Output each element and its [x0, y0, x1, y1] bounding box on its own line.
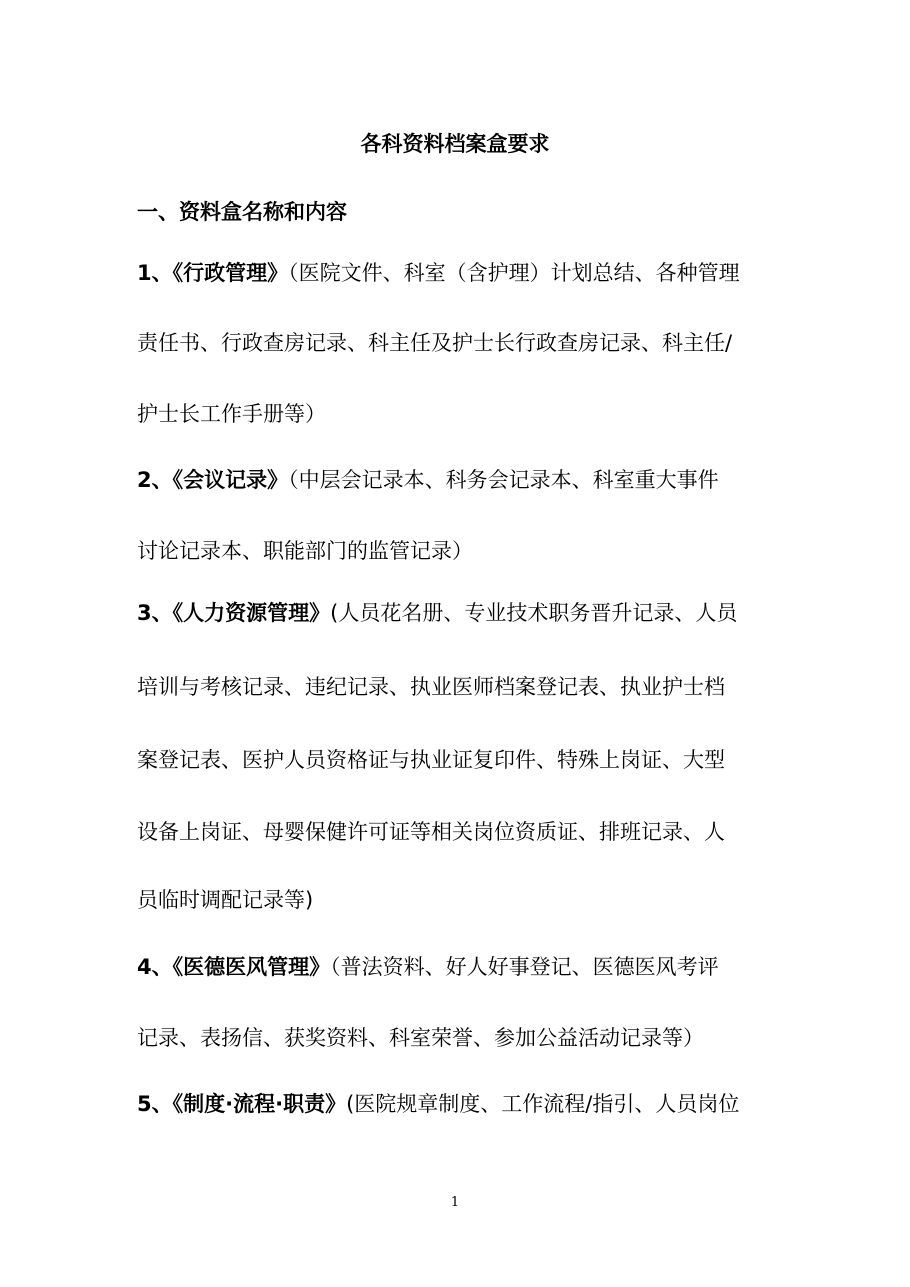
item-2-line-1	[137, 464, 719, 496]
item-1-line-3: 护士长工作手册等）	[137, 402, 326, 426]
item-3-line-3: 案登记表、医护人员资格证与执业证复印件、特殊上岗证、大型	[137, 748, 725, 772]
item-3-label: 3、《人力资源管理》	[137, 601, 331, 625]
item-1-line-1	[137, 257, 740, 289]
item-3-text-1: (人员花名册、专业技术职务晋升记录、人员	[330, 601, 738, 625]
item-5-label: 5、《制度·流程·职责》	[137, 1092, 347, 1116]
section-heading	[137, 196, 347, 228]
section-heading-text: 一、资料盒名称和内容	[137, 200, 347, 224]
item-2-text-1: （中层会记录本、科务会记录本、科室重大事件	[288, 468, 719, 492]
item-1-label: 1、《行政管理》	[137, 261, 289, 285]
item-5-line-1	[137, 1088, 739, 1120]
item-5-text-1: (医院规章制度、工作流程/指引、人员岗位	[346, 1092, 740, 1116]
item-3-line-1	[137, 597, 737, 629]
item-2-line-2: 讨论记录本、职能部门的监管记录）	[137, 539, 473, 563]
item-1-line-2: 责任书、行政查房记录、科主任及护士长行政查房记录、科主任/	[137, 331, 733, 355]
item-4-line-2: 记录、表扬信、获奖资料、科室荣誉、参加公益活动记录等）	[137, 1026, 704, 1050]
item-4-text-1: （普法资料、好人好事登记、医德医风考评	[330, 955, 719, 979]
item-3-line-5: 员临时调配记录等)	[137, 888, 314, 912]
item-4-line-1	[137, 951, 719, 983]
item-3-line-2: 培训与考核记录、违纪记录、执业医师档案登记表、执业护士档	[137, 675, 725, 699]
item-4-label: 4、《医德医风管理》	[137, 955, 331, 979]
item-1-text-1: （医院文件、科室（含护理）计划总结、各种管理	[288, 261, 740, 285]
document-title: 各科资料档案盒要求	[360, 132, 550, 156]
page-number: 1	[450, 1195, 460, 1210]
item-3-line-4: 设备上岗证、母婴保健许可证等相关岗位资质证、排班记录、人	[137, 820, 725, 844]
item-2-label: 2、《会议记录》	[137, 468, 289, 492]
